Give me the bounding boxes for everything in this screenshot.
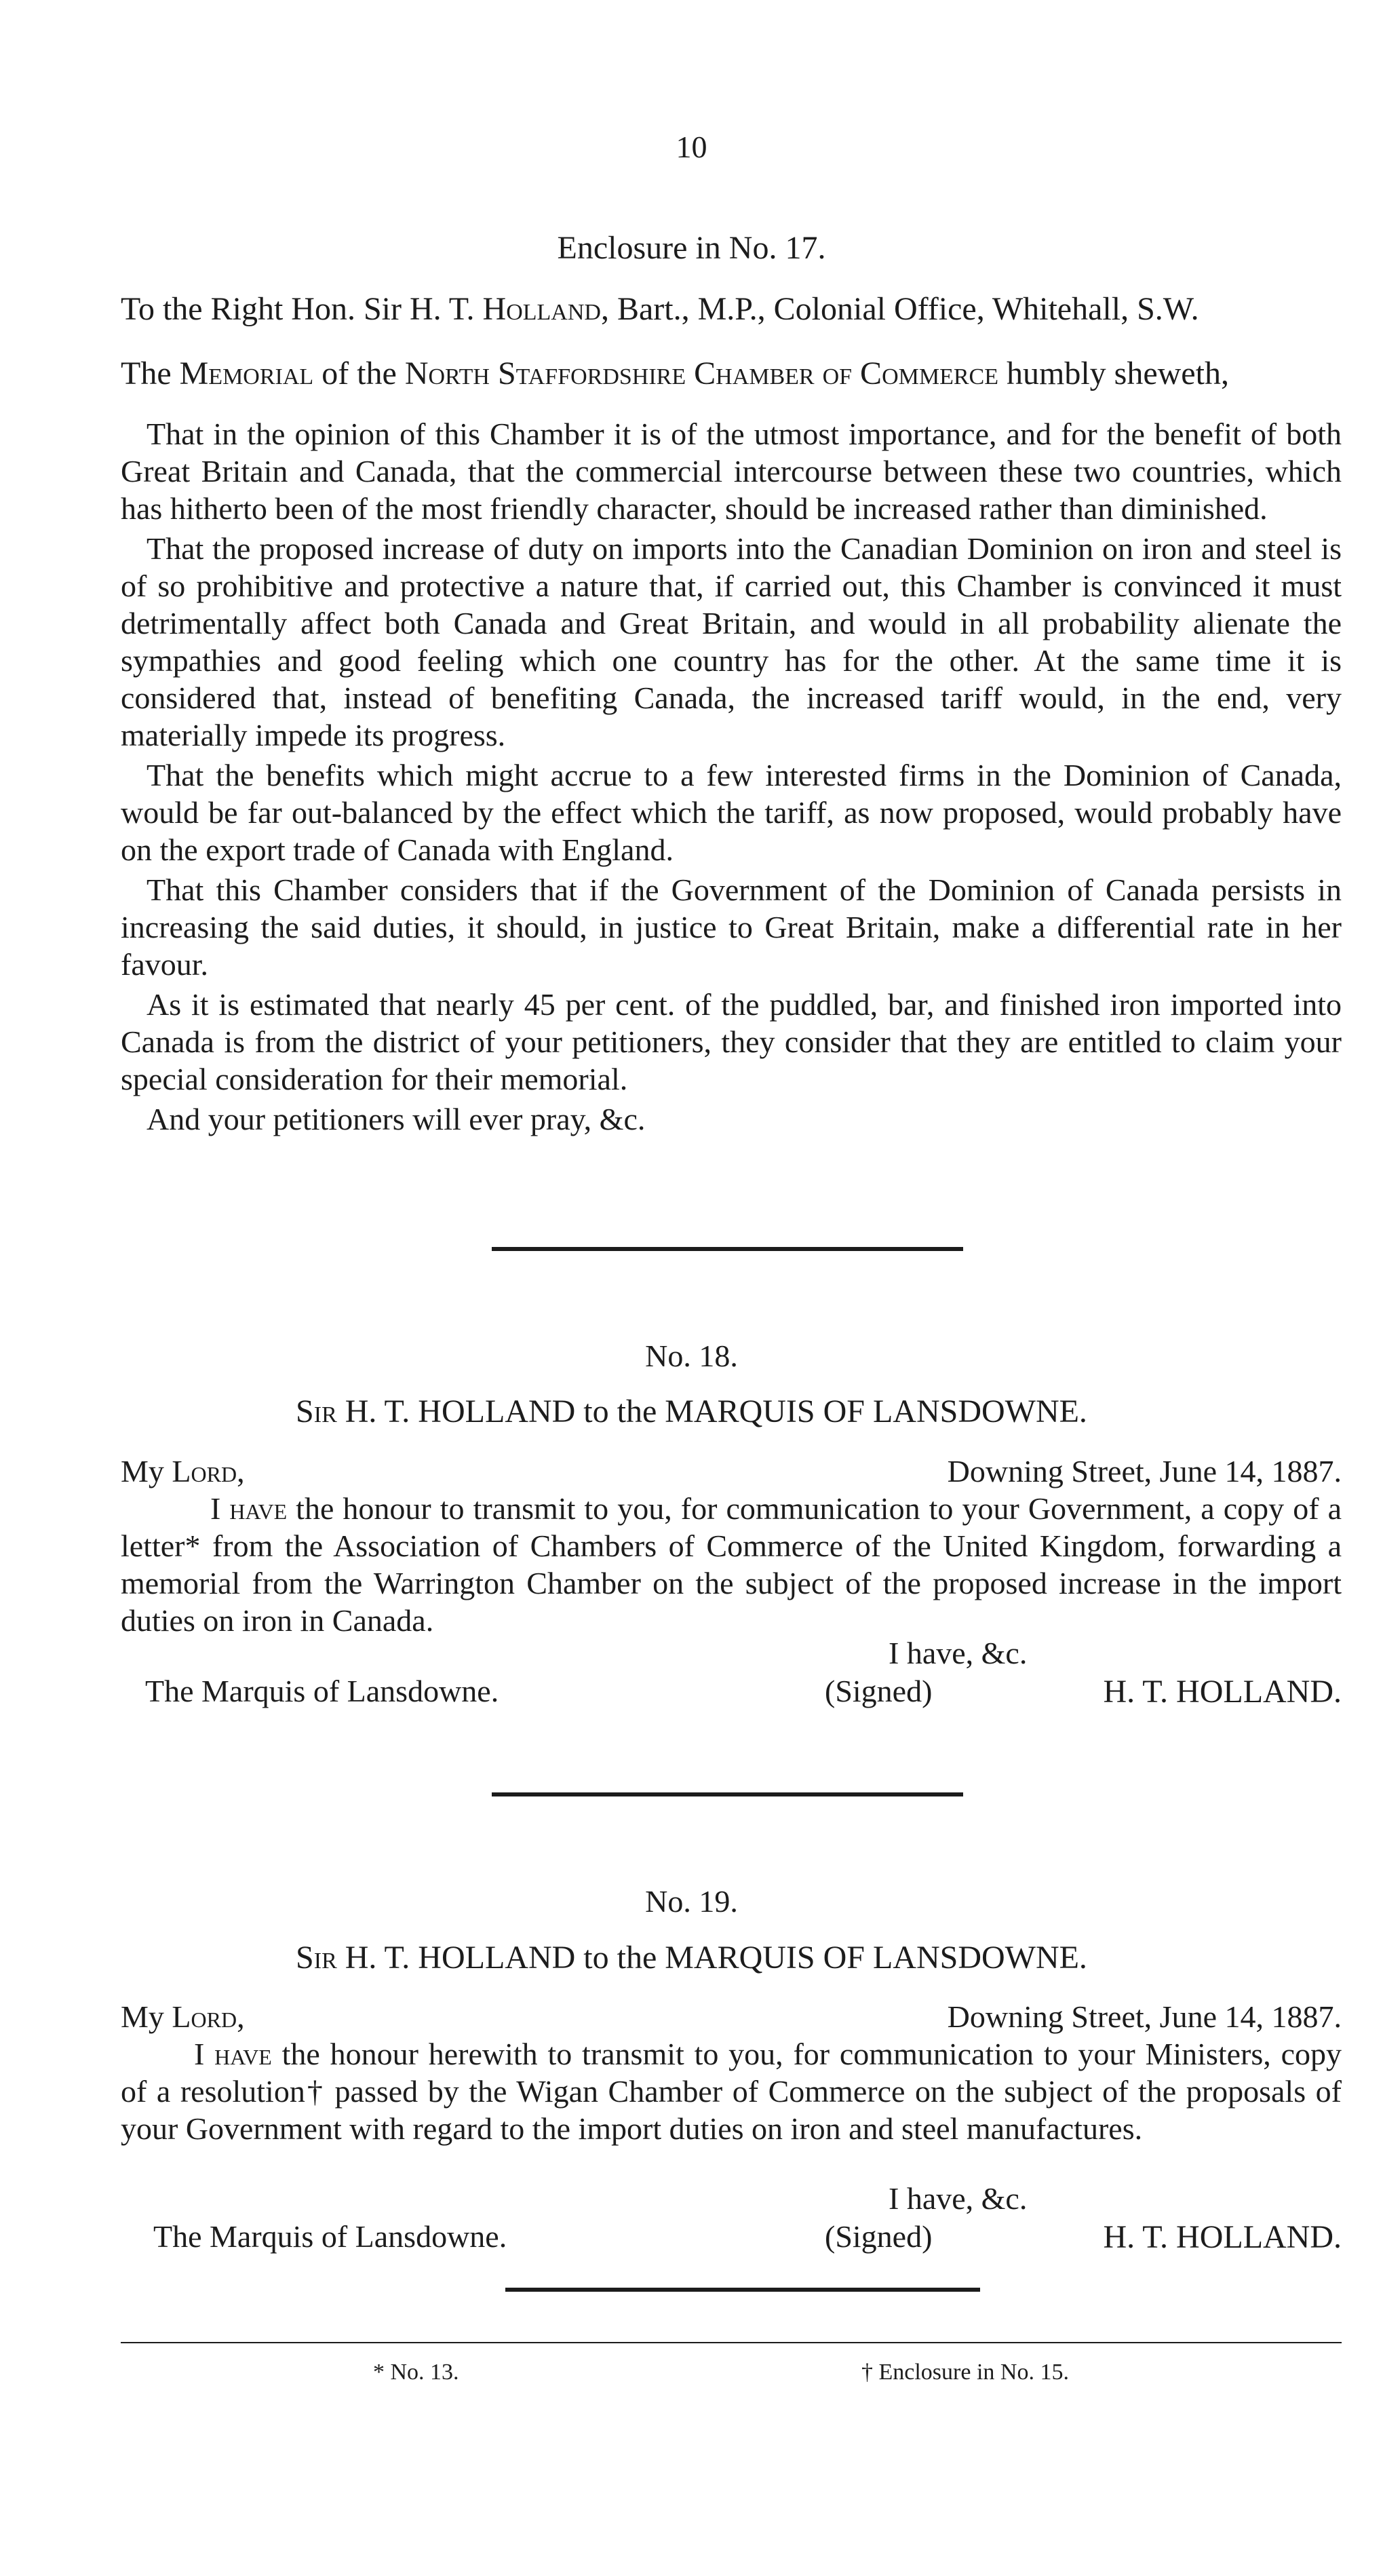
signature-row [121,2218,1342,2256]
memorial-paragraph: As it is estimated that nearly 45 per cent. of the puddled, bar, and finished iron imported into Canada is from the district of your petitioners, they consider that they are entitled to claim your special consideration for their memorial. [121,987,1342,1096]
page-number: 10 [676,130,707,164]
letter-lead: I have [194,2037,272,2071]
section-divider [492,1792,963,1796]
memorial-word: Memorial [179,355,314,391]
closing-row [121,2180,1342,2218]
salutation-lord: Lord [172,1999,237,2034]
chamber-name: North Staffordshire Chamber of Commerce [404,355,998,391]
salutation [121,1999,245,2035]
closing-row [121,1635,1342,1673]
addressee-name: Holland [482,291,601,327]
memorial-tail: humbly sheweth, [998,355,1229,391]
place-date: Downing Street, June 14, 1887. [947,1999,1342,2034]
memorial-heading [121,355,1342,392]
signature: H. T. HOLLAND. [1103,1674,1342,1710]
section-divider [505,2288,980,2292]
letter-lead: I have [210,1491,288,1526]
signed-label: (Signed) [825,2219,933,2254]
letter-heading [0,1939,1383,1976]
heading-sir: Sir [296,1940,337,1976]
footnote-rule [121,2342,1342,2343]
addressee-lead: To the Right Hon. Sir H. T. [121,291,483,327]
recipient: The Marquis of Lansdowne. [153,2219,507,2254]
memorial-the: The [121,355,180,391]
signed-label: (Signed) [825,1674,933,1708]
addressee-rest: , Bart., M.P., Colonial Office, Whitehall, S.W. [600,291,1199,327]
heading-rest: H. T. HOLLAND to the MARQUIS OF LANSDOWNE. [336,1940,1087,1976]
salutation-row [121,1453,1342,1491]
memorial-paragraph: That this Chamber considers that if the Government of the Dominion of Canada persists in increasing the said duties, it should, in justice to Great Britain, make a differential rate in her favour. [121,872,1342,982]
salutation-my: My [121,1999,172,2034]
closing: I have, &c. [889,2181,1028,2216]
letter-number: No. 19. [645,1884,738,1919]
heading-sir: Sir [296,1393,337,1429]
letter-number: No. 18. [645,1339,738,1373]
place-date: Downing Street, June 14, 1887. [947,1454,1342,1488]
recipient: The Marquis of Lansdowne. [145,1674,499,1708]
memorial-paragraph: That the benefits which might accrue to a few interested firms in the Dominion of Canada, would be far out-balanced by the effect which the tariff, as now proposed, would probably have on the export trade of Canada with England. [121,758,1342,867]
letter-body [121,2035,1342,2150]
letter-heading [0,1393,1383,1430]
memorial-paragraph: And your petitioners will ever pray, &c. [147,1102,646,1136]
signature-row [121,1673,1342,1711]
memorial-of-the: of the [313,355,405,391]
memorial-paragraph: That the proposed increase of duty on imports into the Canadian Dominion on iron and steel is of so prohibitive and protective a nature that, if carried out, this Chamber is convinced it must detrimentally affect both Canada and Great Britain, and would in all probability alienate the sympathies and good feeling which one country has for the other. At the same time it is considered that, instead of benefiting Canada, the increased tariff would, in the end, very materially impede its progress. [121,531,1342,752]
memorial-addressee [121,290,1342,328]
closing: I have, &c. [889,1636,1028,1670]
letter-body-text: the honour to transmit to you, for communication to your Government, a copy of a letter* from the Association of Chambers of Commerce of the United Kingdom, forwarding a memorial from the Warrington Chamber on the subject of the proposed increase in the import duties on iron in Canada. [121,1491,1342,1638]
heading-rest: H. T. HOLLAND to the MARQUIS OF LANSDOWNE. [336,1393,1087,1429]
enclosure-title: Enclosure in No. 17. [557,230,826,266]
salutation-row [121,1999,1342,2037]
footnote: * No. 13. [373,2360,459,2385]
memorial-paragraph: That in the opinion of this Chamber it is of the utmost importance, and for the benefit of both Great Britain and Canada, that the commercial intercourse between these two countries, which has hitherto been of the most friendly character, should be increased rather than diminished. [121,417,1342,526]
salutation-my: My [121,1454,172,1488]
salutation-comma: , [237,1999,245,2034]
salutation [121,1453,245,1489]
salutation-lord: Lord [172,1454,237,1488]
letter-body-text: the honour herewith to transmit to you, for communication to your Ministers, copy of a resolution† passed by the Wigan Chamber of Commerce on the subject of the proposals of your Government with regard to the import duties on iron and steel manufactures. [121,2037,1342,2146]
letter-text [121,2035,1342,2147]
letter-body [121,1490,1342,1642]
salutation-comma: , [237,1454,245,1488]
signature: H. T. HOLLAND. [1103,2219,1342,2255]
footnote: † Enclosure in No. 15. [861,2360,1069,2385]
memorial-body [121,415,1342,1140]
letter-text [121,1490,1342,1639]
section-divider [492,1247,963,1251]
